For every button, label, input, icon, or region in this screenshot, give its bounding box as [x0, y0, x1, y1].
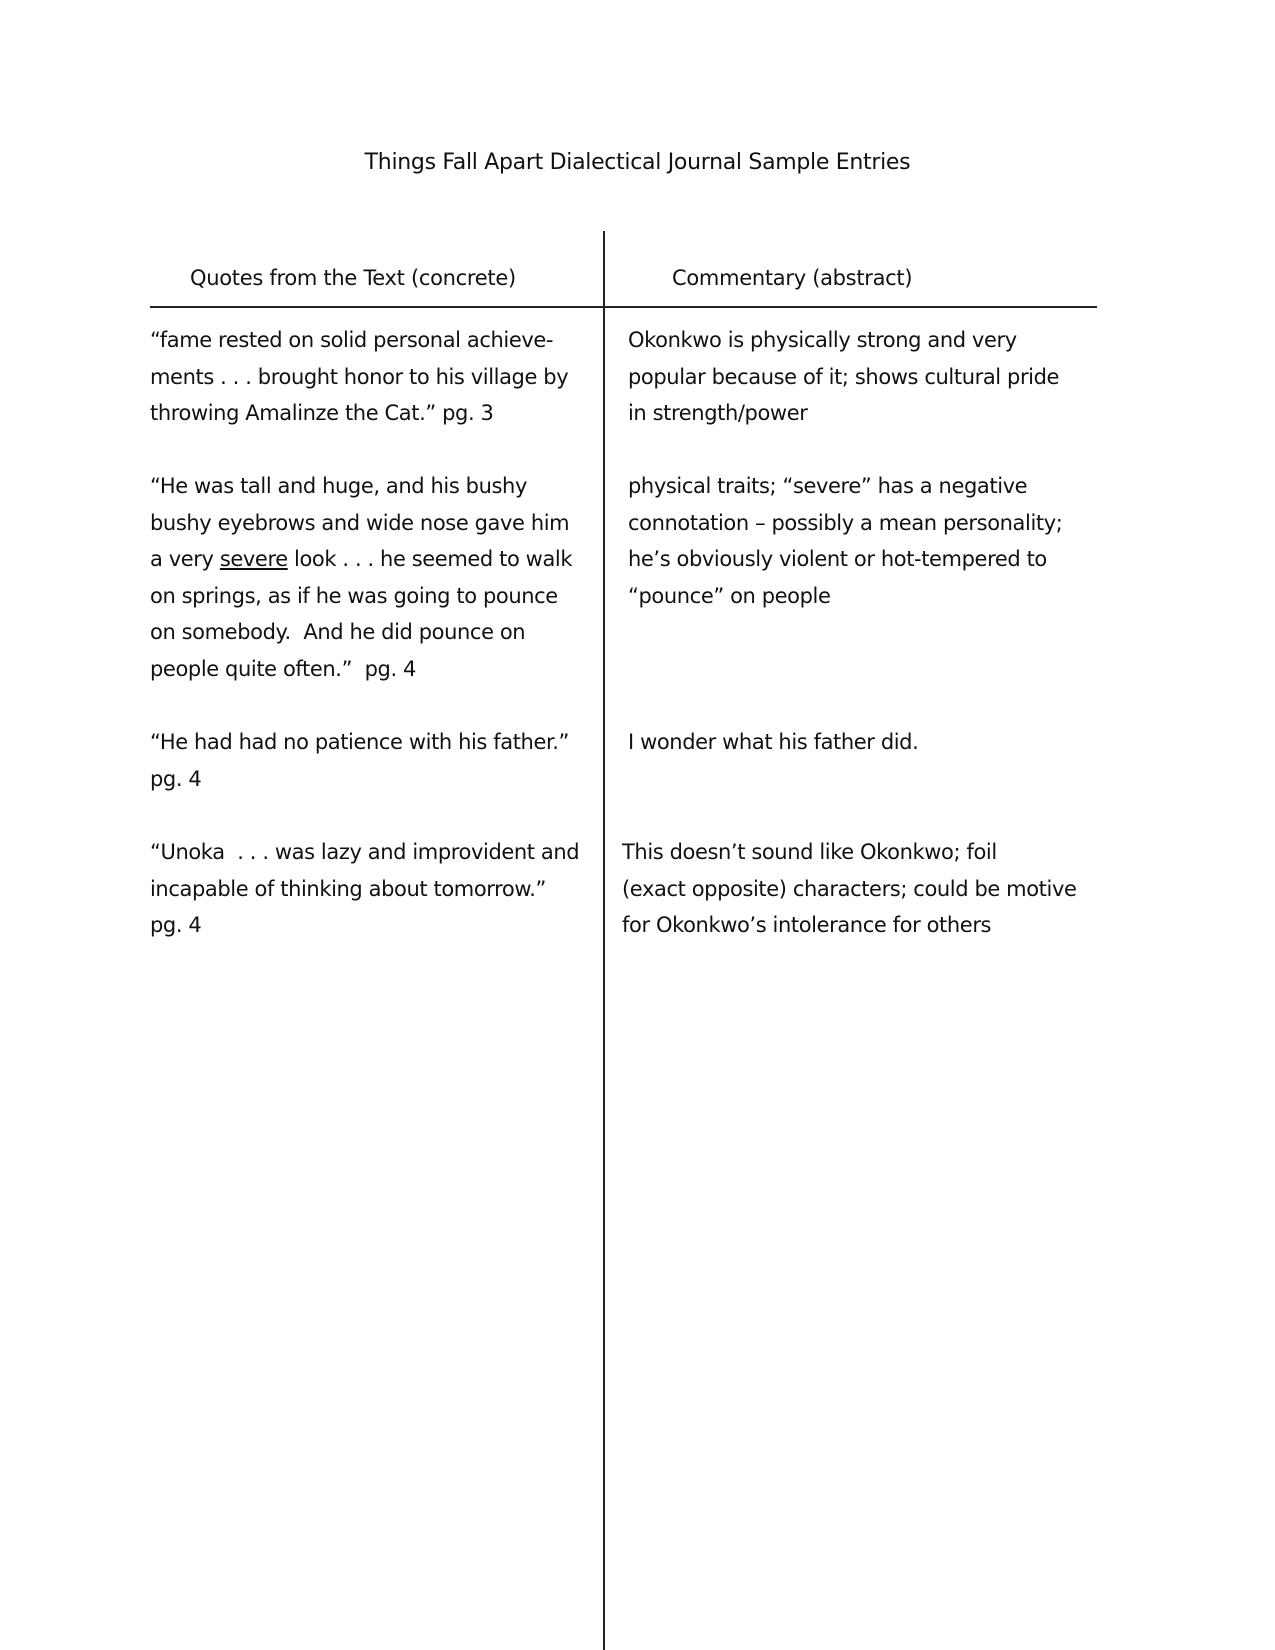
right-column-header: Commentary (abstract): [672, 266, 913, 290]
quote-line: “He had had no patience with his father.”: [150, 730, 570, 754]
page-title: Things Fall Apart Dialectical Journal Sample Entries: [364, 150, 911, 175]
commentary-entry-2: [628, 468, 1062, 614]
quote-entry-3: [150, 724, 569, 797]
commentary-line: I wonder what his father did.: [628, 730, 919, 754]
commentary-line: This doesn’t sound like Okonkwo; foil: [622, 840, 997, 864]
commentary-line: he’s obviously violent or hot-tempered to: [628, 547, 1047, 572]
quote-line: pg. 4: [150, 766, 202, 791]
column-divider: [603, 231, 605, 1650]
quote-line: people quite often.” pg. 4: [150, 656, 416, 681]
quote-line: “Unoka . . . was lazy and improvident and: [150, 840, 580, 864]
quote-line: bushy eyebrows and wide nose gave him: [150, 510, 570, 535]
commentary-line: physical traits; “severe” has a negative: [628, 474, 1028, 498]
quote-entry-1: [150, 322, 568, 432]
quote-line: look . . . he seemed to walk: [287, 547, 573, 572]
underlined-word: severe: [219, 547, 288, 572]
quote-line: “fame rested on solid personal achieve-: [150, 328, 554, 352]
quote-line: on somebody. And he did pounce on: [150, 620, 526, 645]
commentary-entry-3: [628, 724, 918, 761]
commentary-line: in strength/power: [628, 401, 808, 426]
commentary-line: “pounce” on people: [628, 583, 831, 608]
header-rule: [150, 306, 1097, 308]
quote-entry-4: [150, 834, 579, 944]
quote-line: on springs, as if he was going to pounce: [150, 583, 558, 608]
quote-line: “He was tall and huge, and his bushy: [150, 474, 527, 498]
commentary-entry-4: [622, 834, 1077, 944]
commentary-entry-1: [628, 322, 1059, 432]
left-column-header: Quotes from the Text (concrete): [190, 266, 516, 290]
commentary-line: (exact opposite) characters; could be motive: [622, 876, 1077, 901]
quote-line: pg. 4: [150, 913, 202, 938]
commentary-line: Okonkwo is physically strong and very: [628, 328, 1017, 352]
quote-line: throwing Amalinze the Cat.” pg. 3: [150, 401, 494, 426]
commentary-line: for Okonkwo’s intolerance for others: [622, 913, 992, 938]
quote-entry-2: [150, 468, 572, 688]
commentary-line: connotation – possibly a mean personality;: [628, 510, 1063, 535]
quote-line: a very: [150, 547, 220, 572]
quote-line: ments . . . brought honor to his village by: [150, 364, 569, 389]
commentary-line: popular because of it; shows cultural pride: [628, 364, 1060, 389]
quote-line: incapable of thinking about tomorrow.”: [150, 876, 546, 901]
